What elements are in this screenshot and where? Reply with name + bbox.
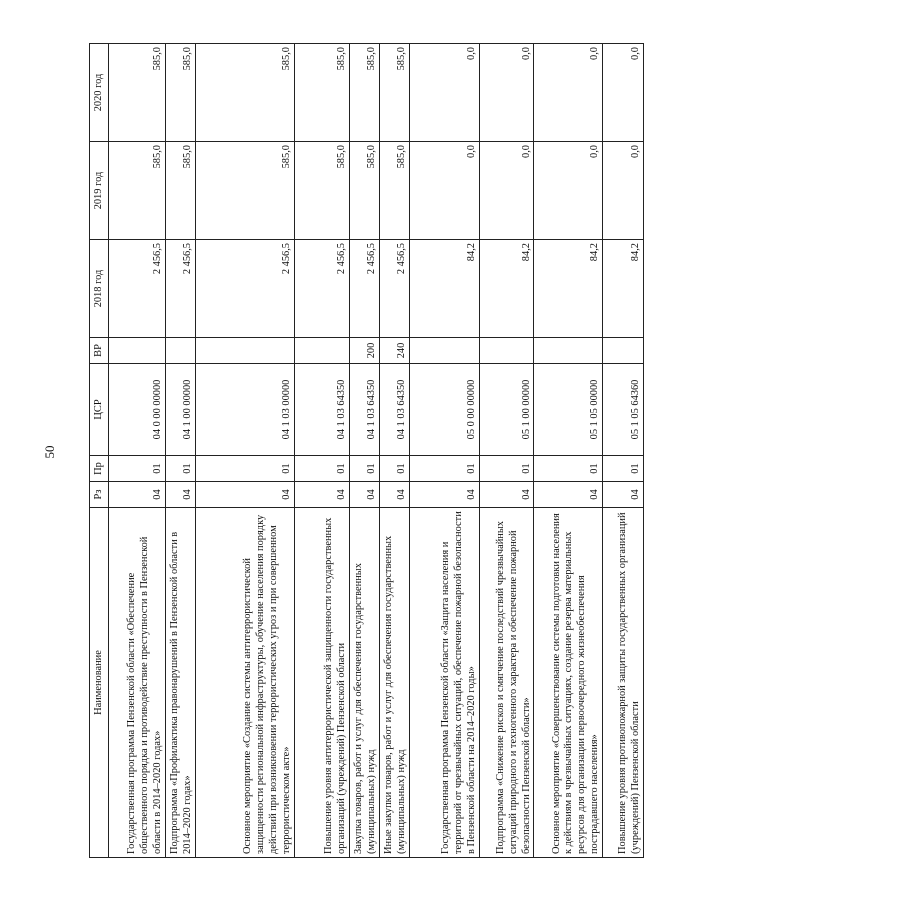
table-row: [479, 44, 534, 858]
cell-vr: [603, 338, 644, 364]
cell-rz: 04: [379, 482, 409, 508]
table-row: [349, 44, 379, 858]
cell-csr: 04 0 00 00000: [109, 364, 166, 456]
cell-2018: 2 456,5: [165, 240, 195, 338]
cell-pr: 01: [165, 456, 195, 482]
cell-csr: 04 1 03 64350: [294, 364, 349, 456]
cell-pr: 01: [196, 456, 295, 482]
cell-vr: [534, 338, 603, 364]
cell-vr: [165, 338, 195, 364]
cell-vr: 240: [379, 338, 409, 364]
cell-name: Государственная программа Пензенской области «Защита населения и территорий от чрезвычайных ситуаций, обеспечение пожарной безопасности в Пензенской области на 2014–2020 годы»: [409, 508, 479, 858]
header-2018: 2018 год: [90, 240, 109, 338]
header-rz: Рз: [90, 482, 109, 508]
cell-rz: 04: [196, 482, 295, 508]
cell-2020: 585,0: [379, 44, 409, 142]
cell-name: Иные закупки товаров, работ и услуг для обеспечения государственных (муниципальных) нужд: [379, 508, 409, 858]
table-row: [165, 44, 195, 858]
cell-2020: 0,0: [409, 44, 479, 142]
cell-rz: 04: [479, 482, 534, 508]
cell-csr: 04 1 03 64350: [379, 364, 409, 456]
cell-rz: 04: [109, 482, 166, 508]
cell-vr: [479, 338, 534, 364]
cell-2020: 0,0: [603, 44, 644, 142]
header-pr: Пр: [90, 456, 109, 482]
cell-csr: 05 1 05 64360: [603, 364, 644, 456]
cell-2018: 84,2: [479, 240, 534, 338]
cell-name: Закупка товаров, работ и услуг для обеспечения государственных (муниципальных) нужд: [349, 508, 379, 858]
cell-name: Повышение уровня антитеррористической защищенности государственных организаций (учреждений) Пензенской области: [294, 508, 349, 858]
table-row: [294, 44, 349, 858]
cell-2018: 2 456,5: [379, 240, 409, 338]
cell-vr: [409, 338, 479, 364]
cell-2018: 2 456,5: [109, 240, 166, 338]
cell-name: Повышение уровня противопожарной защиты государственных организаций (учреждений) Пензенской области: [603, 508, 644, 858]
cell-name: Основное мероприятие «Совершенствование системы подготовки населения к действиям в чрезвычайных ситуациях, создание резерва материальных ресурсов для организации первоочередного жизнеобеспечения пострадавшего населения»: [534, 508, 603, 858]
cell-csr: 05 1 00 00000: [479, 364, 534, 456]
cell-2020: 585,0: [294, 44, 349, 142]
cell-2020: 585,0: [349, 44, 379, 142]
cell-pr: 01: [603, 456, 644, 482]
cell-rz: 04: [349, 482, 379, 508]
cell-2019: 585,0: [379, 142, 409, 240]
cell-rz: 04: [409, 482, 479, 508]
cell-pr: 01: [294, 456, 349, 482]
header-2019: 2019 год: [90, 142, 109, 240]
cell-pr: 01: [349, 456, 379, 482]
cell-rz: 04: [534, 482, 603, 508]
cell-2019: 0,0: [534, 142, 603, 240]
cell-name: Государственная программа Пензенской области «Обеспечение общественного порядка и противодействие преступности в Пензенской области в 2014–2020 годах»: [109, 508, 166, 858]
header-csr: ЦСР: [90, 364, 109, 456]
cell-pr: 01: [109, 456, 166, 482]
cell-2019: 0,0: [479, 142, 534, 240]
table-row: [603, 44, 644, 858]
cell-csr: 04 1 03 00000: [196, 364, 295, 456]
cell-2020: 585,0: [196, 44, 295, 142]
cell-2018: 84,2: [409, 240, 479, 338]
cell-pr: 01: [534, 456, 603, 482]
cell-2018: 2 456,5: [196, 240, 295, 338]
cell-pr: 01: [379, 456, 409, 482]
page-number: 50: [42, 445, 57, 459]
table-row: [379, 44, 409, 858]
header-name: Наименование: [90, 508, 109, 858]
cell-2018: 2 456,5: [294, 240, 349, 338]
cell-vr: [294, 338, 349, 364]
cell-pr: 01: [409, 456, 479, 482]
cell-2019: 0,0: [603, 142, 644, 240]
cell-name: Основное мероприятие «Создание системы антитеррористической защищенности региональной инфраструктуры, обучение населения порядку действий при возникновении террористических угроз и при совершенном террористическом акте»: [196, 508, 295, 858]
cell-2018: 2 456,5: [349, 240, 379, 338]
cell-csr: 05 1 05 00000: [534, 364, 603, 456]
cell-name: Подпрограмма «Снижение рисков и смягчение последствий чрезвычайных ситуаций природного и техногенного характера и обеспечение пожарной безопасности Пензенской области»: [479, 508, 534, 858]
budget-table: [89, 43, 644, 858]
cell-csr: 04 1 03 64350: [349, 364, 379, 456]
cell-rz: 04: [165, 482, 195, 508]
rotated-page: [89, 47, 903, 858]
cell-2020: 585,0: [165, 44, 195, 142]
cell-csr: 05 0 00 00000: [409, 364, 479, 456]
cell-vr: 200: [349, 338, 379, 364]
cell-2019: 585,0: [196, 142, 295, 240]
cell-2018: 84,2: [534, 240, 603, 338]
table-row: [109, 44, 166, 858]
cell-rz: 04: [294, 482, 349, 508]
cell-pr: 01: [479, 456, 534, 482]
cell-2018: 84,2: [603, 240, 644, 338]
cell-2019: 585,0: [294, 142, 349, 240]
table-row: [409, 44, 479, 858]
cell-2019: 585,0: [165, 142, 195, 240]
cell-2019: 585,0: [349, 142, 379, 240]
table-header-row: [90, 44, 109, 858]
cell-rz: 04: [603, 482, 644, 508]
cell-2019: 585,0: [109, 142, 166, 240]
cell-2020: 0,0: [479, 44, 534, 142]
header-vr: ВР: [90, 338, 109, 364]
table-row: [534, 44, 603, 858]
cell-2020: 585,0: [109, 44, 166, 142]
table-row: [196, 44, 295, 858]
cell-2020: 0,0: [534, 44, 603, 142]
cell-vr: [196, 338, 295, 364]
header-2020: 2020 год: [90, 44, 109, 142]
cell-csr: 04 1 00 00000: [165, 364, 195, 456]
cell-vr: [109, 338, 166, 364]
cell-2019: 0,0: [409, 142, 479, 240]
cell-name: Подпрограмма «Профилактика правонарушений в Пензенской области в 2014–2020 годах»: [165, 508, 195, 858]
